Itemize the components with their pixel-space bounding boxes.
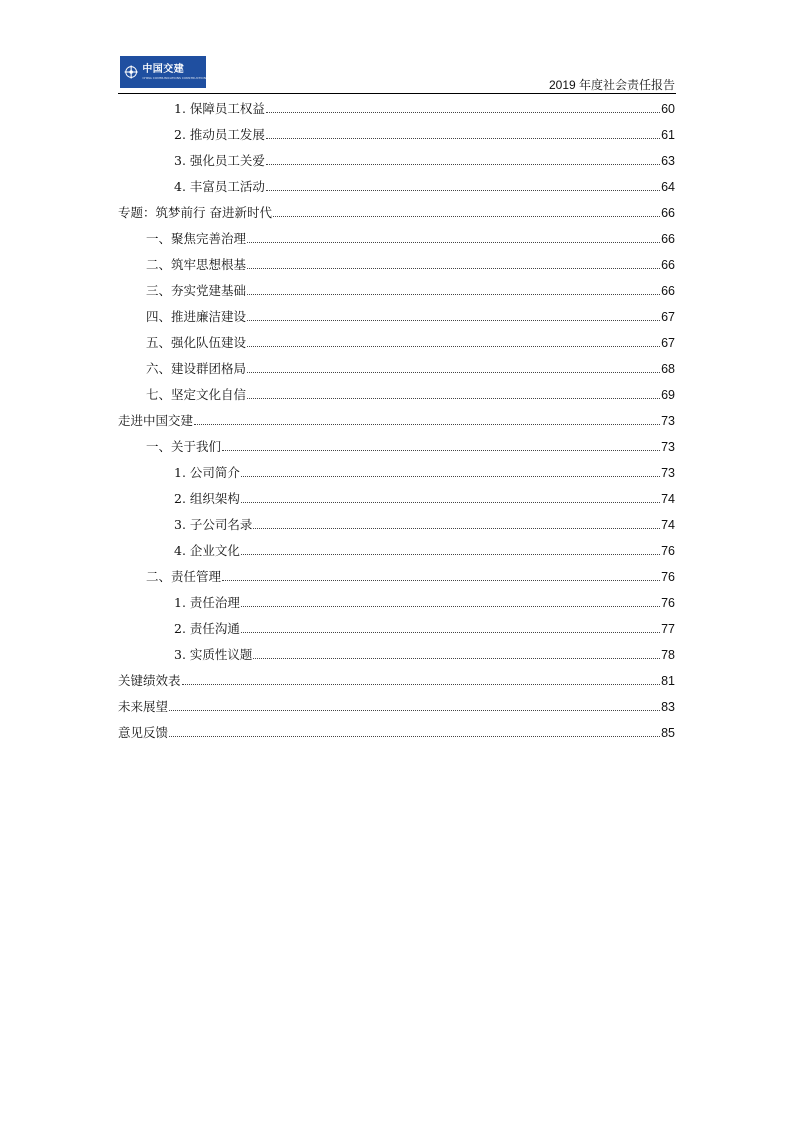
- dot-leader: [247, 397, 660, 399]
- toc-entry[interactable]: [118, 464, 675, 490]
- dot-leader: [266, 137, 660, 139]
- toc-entry-label: 意见反馈: [118, 725, 169, 740]
- toc-entry-label: 1. 公司简介: [174, 465, 240, 480]
- toc-entry-page-number: 66: [661, 206, 675, 220]
- toc-entry-label: 1. 保障员工权益: [174, 101, 265, 116]
- dot-leader: [247, 267, 660, 269]
- toc-entry-page-number: 66: [661, 284, 675, 298]
- toc-entry-label: 1. 责任治理: [174, 595, 240, 610]
- toc-entry[interactable]: [118, 152, 675, 178]
- toc-entry[interactable]: [118, 724, 675, 750]
- toc-entry-label: 3. 实质性议题: [174, 647, 253, 662]
- toc-entry-page-number: 73: [661, 466, 675, 480]
- toc-entry[interactable]: [118, 672, 675, 698]
- toc-entry[interactable]: [118, 516, 675, 542]
- logo-emblem-icon: [124, 60, 138, 84]
- toc-entry-label: 2. 推动员工发展: [174, 127, 265, 142]
- toc-entry[interactable]: [118, 542, 675, 568]
- toc-entry-label: 3. 强化员工关爱: [174, 153, 265, 168]
- toc-entry[interactable]: [118, 386, 675, 412]
- toc-entry[interactable]: [118, 438, 675, 464]
- toc-entry[interactable]: [118, 568, 675, 594]
- dot-leader: [273, 215, 660, 217]
- toc-entry[interactable]: [118, 360, 675, 386]
- dot-leader: [169, 709, 660, 711]
- toc-entry-page-number: 76: [661, 570, 675, 584]
- dot-leader: [247, 371, 660, 373]
- toc-entry-page-number: 85: [661, 726, 675, 740]
- report-title: 2019 年度社会责任报告: [548, 78, 675, 92]
- toc-entry-page-number: 67: [661, 310, 675, 324]
- toc-entry-label: 3. 子公司名录: [174, 517, 253, 532]
- dot-leader: [182, 683, 661, 685]
- header-divider: [118, 93, 676, 94]
- toc-entry-label: 一、关于我们: [146, 439, 222, 454]
- toc-entry[interactable]: [118, 620, 675, 646]
- toc-entry[interactable]: [118, 204, 675, 230]
- toc-entry[interactable]: [118, 698, 675, 724]
- toc-entry-label: 三、夯实党建基础: [146, 283, 247, 298]
- toc-entry-label: 4. 丰富员工活动: [174, 179, 265, 194]
- toc-entry[interactable]: [118, 282, 675, 308]
- toc-entry-page-number: 74: [661, 492, 675, 506]
- toc-entry-page-number: 74: [661, 518, 675, 532]
- toc-entry-label: 2. 组织架构: [174, 491, 240, 506]
- logo-name-en: CHINA COMMUNICATIONS CONSTRUCTION: [142, 75, 206, 80]
- toc-entry-page-number: 64: [661, 180, 675, 194]
- toc-entry-page-number: 76: [661, 596, 675, 610]
- toc-entry-page-number: 68: [661, 362, 675, 376]
- toc-entry[interactable]: [118, 126, 675, 152]
- dot-leader: [253, 527, 660, 529]
- dot-leader: [266, 189, 660, 191]
- dot-leader: [241, 605, 660, 607]
- toc-entry-label: 七、坚定文化自信: [146, 387, 247, 402]
- toc-entry[interactable]: [118, 308, 675, 334]
- toc-entry-label: 未来展望: [118, 699, 169, 714]
- toc-entry-page-number: 66: [661, 232, 675, 246]
- dot-leader: [247, 293, 660, 295]
- toc-entry-label: 二、责任管理: [146, 569, 222, 584]
- toc-entry-page-number: 73: [661, 440, 675, 454]
- toc-entry-page-number: 73: [661, 414, 675, 428]
- toc-entry-page-number: 77: [661, 622, 675, 636]
- toc-entry[interactable]: [118, 178, 675, 204]
- dot-leader: [247, 319, 660, 321]
- toc-entry-label: 专题：筑梦前行 奋进新时代: [118, 205, 272, 220]
- dot-leader: [266, 163, 660, 165]
- toc-entry[interactable]: [118, 412, 675, 438]
- table-of-contents: [118, 100, 675, 750]
- dot-leader: [241, 501, 660, 503]
- toc-entry-page-number: 61: [661, 128, 675, 142]
- toc-entry-label: 关键绩效表: [118, 673, 181, 688]
- toc-entry-label: 2. 责任沟通: [174, 621, 240, 636]
- toc-entry-page-number: 78: [661, 648, 675, 662]
- dot-leader: [169, 735, 660, 737]
- toc-entry-label: 五、强化队伍建设: [146, 335, 247, 350]
- toc-entry-page-number: 83: [661, 700, 675, 714]
- toc-entry-label: 六、建设群团格局: [146, 361, 247, 376]
- toc-entry-page-number: 66: [661, 258, 675, 272]
- dot-leader: [241, 631, 660, 633]
- toc-entry-label: 四、推进廉洁建设: [146, 309, 247, 324]
- toc-entry[interactable]: [118, 256, 675, 282]
- dot-leader: [253, 657, 660, 659]
- toc-entry[interactable]: [118, 646, 675, 672]
- toc-entry-page-number: 63: [661, 154, 675, 168]
- dot-leader: [194, 423, 660, 425]
- dot-leader: [241, 553, 660, 555]
- toc-entry-label: 4. 企业文化: [174, 543, 240, 558]
- toc-entry[interactable]: [118, 490, 675, 516]
- toc-entry[interactable]: [118, 594, 675, 620]
- toc-entry-page-number: 81: [661, 674, 675, 688]
- toc-entry-label: 一、聚焦完善治理: [146, 231, 247, 246]
- dot-leader: [241, 475, 660, 477]
- toc-entry[interactable]: [118, 230, 675, 256]
- dot-leader: [247, 345, 660, 347]
- toc-entry[interactable]: [118, 334, 675, 360]
- toc-entry-page-number: 60: [661, 102, 675, 116]
- dot-leader: [266, 111, 660, 113]
- dot-leader: [247, 241, 660, 243]
- toc-entry-page-number: 69: [661, 388, 675, 402]
- company-logo: [120, 56, 206, 88]
- toc-entry-label: 走进中国交建: [118, 413, 194, 428]
- toc-entry[interactable]: [118, 100, 675, 126]
- dot-leader: [222, 579, 660, 581]
- toc-entry-page-number: 67: [661, 336, 675, 350]
- toc-entry-label: 二、筑牢思想根基: [146, 257, 247, 272]
- dot-leader: [222, 449, 660, 451]
- toc-entry-page-number: 76: [661, 544, 675, 558]
- logo-name-cn: 中国交建: [142, 63, 185, 75]
